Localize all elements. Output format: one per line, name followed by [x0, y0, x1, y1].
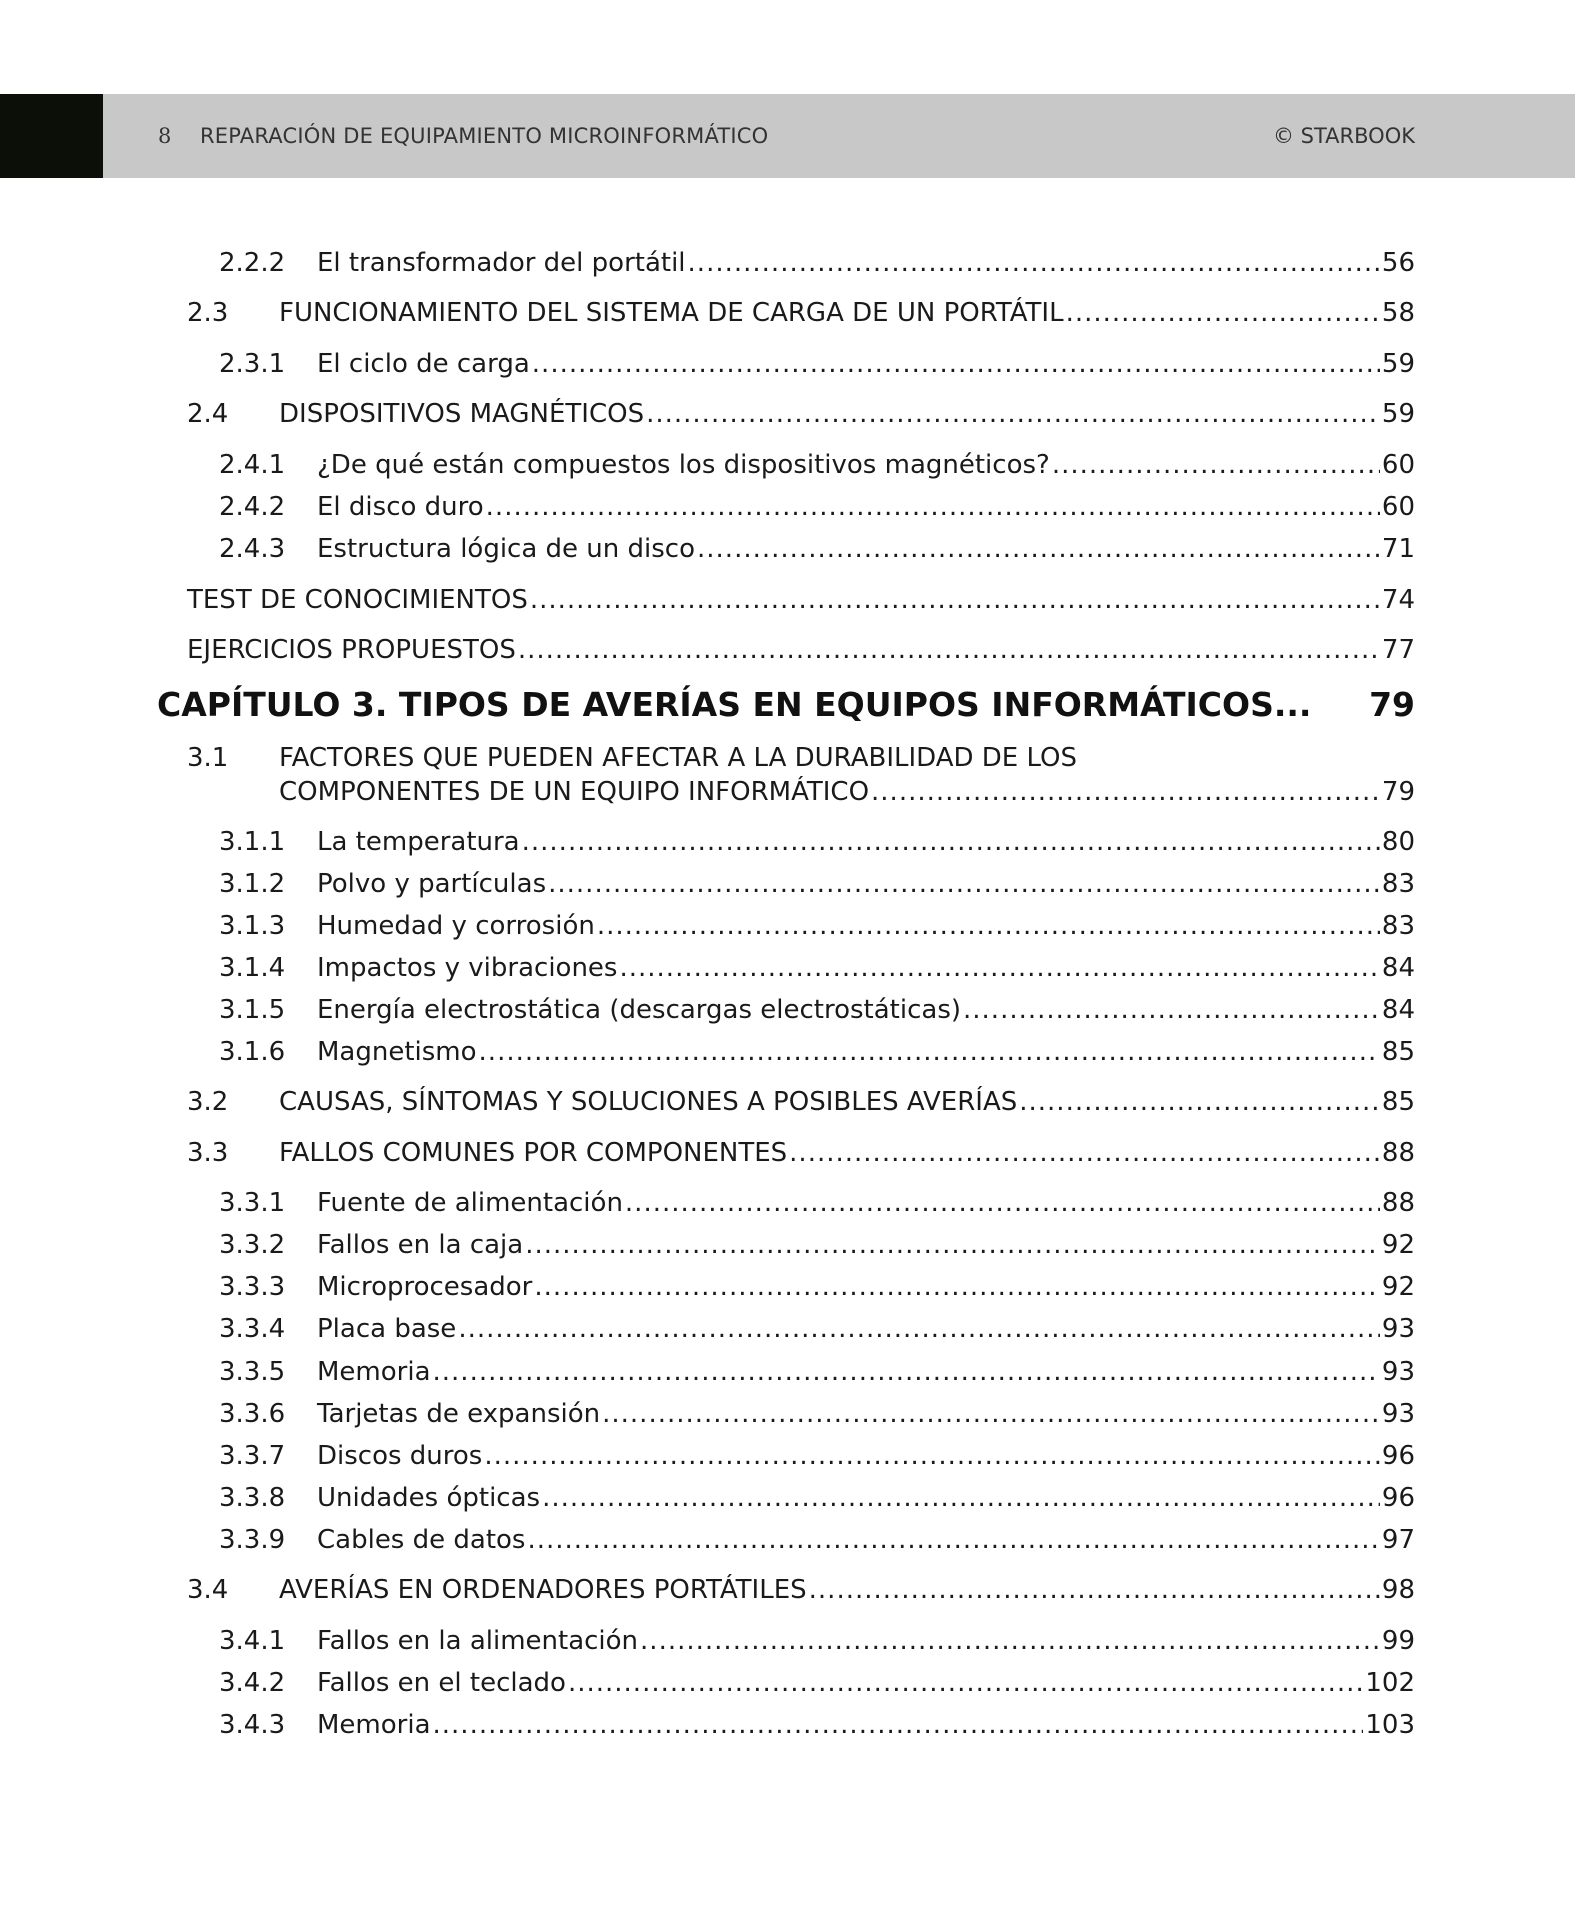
toc-entry	[219, 825, 1415, 859]
toc-entry-page: 92	[1381, 1272, 1415, 1302]
toc-entry	[187, 1136, 1415, 1170]
toc-entry-title: Impactos y vibraciones	[317, 953, 618, 983]
toc-entry-title: Fuente de alimentación	[317, 1188, 623, 1218]
dot-leader	[697, 532, 1380, 566]
toc-entry	[219, 1439, 1415, 1473]
toc-entry	[219, 867, 1415, 901]
header-publisher: © STARBOOK	[1272, 124, 1415, 148]
toc-entry-page: 85	[1381, 1087, 1415, 1117]
toc-entry-number: 3.1	[187, 743, 229, 773]
toc-entry-number: 3.1.5	[219, 995, 286, 1025]
dot-leader	[534, 1270, 1380, 1304]
toc-entry-number: 3.3	[187, 1138, 229, 1168]
toc-entry-title: El disco duro	[317, 492, 484, 522]
toc-entry	[219, 1270, 1415, 1304]
toc-entry-number: 3.1.1	[219, 827, 286, 857]
toc-entry-page: 93	[1381, 1314, 1415, 1344]
toc-entry-title: La temperatura	[317, 827, 520, 857]
toc-entry-page: 99	[1381, 1626, 1415, 1656]
toc-entry-page: 79	[1381, 777, 1415, 807]
header-book-title: REPARACIÓN DE EQUIPAMIENTO MICROINFORMÁTICO	[200, 124, 769, 148]
toc-entry-page: 83	[1381, 869, 1415, 899]
toc-entry	[219, 1035, 1415, 1069]
toc-entry-number: 3.3.3	[219, 1272, 286, 1302]
toc-entry-page: 58	[1381, 298, 1415, 328]
toc-entry-title: TEST DE CONOCIMIENTOS	[187, 585, 528, 615]
toc-entry-title: Magnetismo	[317, 1037, 477, 1067]
toc-entry-title: Estructura lógica de un disco	[317, 534, 696, 564]
dot-leader	[963, 993, 1380, 1027]
toc-entry-number: 2.4.3	[219, 534, 286, 564]
toc-entry-number: 3.2	[187, 1087, 229, 1117]
toc-entry-multiline	[187, 741, 1415, 809]
toc-entry-title-line1: FACTORES QUE PUEDEN AFECTAR A LA DURABILIDAD DE LOS	[279, 743, 1078, 773]
toc-entry	[219, 951, 1415, 985]
dot-leader	[548, 867, 1380, 901]
toc-entry-number: 3.3.1	[219, 1188, 286, 1218]
toc-entry	[187, 633, 1415, 667]
dot-leader	[525, 1228, 1380, 1262]
toc-entry-page: 83	[1381, 911, 1415, 941]
toc-entry-title: AVERÍAS EN ORDENADORES PORTÁTILES	[279, 1575, 807, 1605]
dot-leader	[646, 397, 1380, 431]
toc-entry-title: DISPOSITIVOS MAGNÉTICOS	[279, 399, 645, 429]
dot-leader	[789, 1136, 1380, 1170]
toc-entry-number: 3.4	[187, 1575, 229, 1605]
toc-entry-number: 2.4	[187, 399, 229, 429]
dot-leader	[619, 951, 1379, 985]
toc-entry-page: 71	[1381, 534, 1415, 564]
toc-entry-page: 93	[1381, 1357, 1415, 1387]
dot-leader	[433, 1708, 1364, 1742]
toc-entry-number: 2.4.2	[219, 492, 286, 522]
toc-entry-number: 3.1.4	[219, 953, 286, 983]
toc-entry	[219, 490, 1415, 524]
toc-entry	[187, 397, 1415, 431]
toc-entry-number: 3.1.2	[219, 869, 286, 899]
toc-entry-page: 98	[1381, 1575, 1415, 1605]
dot-leader	[527, 1523, 1379, 1557]
dot-leader	[522, 825, 1380, 859]
toc-entry-page: 80	[1381, 827, 1415, 857]
toc-entry-page: 93	[1381, 1399, 1415, 1429]
header-page-number: 8	[158, 124, 172, 148]
toc-entry-number: 3.3.6	[219, 1399, 286, 1429]
toc-entry	[219, 1523, 1415, 1557]
toc-entry	[187, 296, 1415, 330]
toc-entry	[219, 1312, 1415, 1346]
toc-entry-page: 88	[1381, 1188, 1415, 1218]
toc-entry	[219, 909, 1415, 943]
toc-entry	[219, 1708, 1415, 1742]
dot-leader	[688, 246, 1380, 280]
toc-entry-page: 59	[1381, 399, 1415, 429]
dot-leader	[597, 909, 1380, 943]
toc-entry-page: 96	[1381, 1483, 1415, 1513]
toc-entry-number: 3.3.9	[219, 1525, 286, 1555]
toc-entry-number: 3.4.2	[219, 1668, 286, 1698]
toc-entry-number: 3.3.7	[219, 1441, 286, 1471]
toc-entry-title-line2: COMPONENTES DE UN EQUIPO INFORMÁTICO	[279, 777, 870, 807]
dot-leader	[809, 1573, 1380, 1607]
toc-entry-title: ¿De qué están compuestos los dispositivos magnéticos?	[317, 450, 1050, 480]
dot-leader	[1066, 296, 1380, 330]
toc-entry-page: 56	[1381, 248, 1415, 278]
toc-entry	[219, 1481, 1415, 1515]
toc-entry-title: Humedad y corrosión	[317, 911, 595, 941]
dot-leader	[530, 583, 1380, 617]
toc-entry-page: 60	[1381, 492, 1415, 522]
toc-entry-title: Placa base	[317, 1314, 457, 1344]
toc-entry	[219, 1666, 1415, 1700]
toc-entry-number: 3.4.1	[219, 1626, 286, 1656]
toc-entry-title: Unidades ópticas	[317, 1483, 541, 1513]
toc-entry	[219, 1186, 1415, 1220]
toc-entry-page: 92	[1381, 1230, 1415, 1260]
toc-entry-number: 3.3.2	[219, 1230, 286, 1260]
toc-entry-title: Microprocesador	[317, 1272, 533, 1302]
toc-entry-title: El ciclo de carga	[317, 349, 530, 379]
toc-entry-number: 3.1.6	[219, 1037, 286, 1067]
toc-entry-title: Tarjetas de expansión	[317, 1399, 601, 1429]
toc-entry-page: 103	[1365, 1710, 1415, 1740]
toc-entry-page: 74	[1381, 585, 1415, 615]
dot-leader	[871, 775, 1380, 809]
toc-entry-number: 2.3	[187, 298, 229, 328]
toc-entry-number: 3.3.5	[219, 1357, 286, 1387]
toc-entry-title: Fallos en la alimentación	[317, 1626, 639, 1656]
toc-entry	[219, 246, 1415, 280]
toc-entry-title: Polvo y partículas	[317, 869, 547, 899]
toc-entry-number: 2.2.2	[219, 248, 286, 278]
toc-entry-number: 2.3.1	[219, 349, 286, 379]
chapter-title: CAPÍTULO 3. TIPOS DE AVERÍAS EN EQUIPOS INFORMÁTICOS...	[157, 685, 1312, 724]
toc-entry	[219, 1397, 1415, 1431]
toc-entry	[187, 583, 1415, 617]
dot-leader	[479, 1035, 1380, 1069]
toc-entry-title: Memoria	[317, 1357, 431, 1387]
toc-entry	[219, 993, 1415, 1027]
toc-entry	[219, 1624, 1415, 1658]
dot-leader	[458, 1312, 1380, 1346]
dot-leader	[602, 1397, 1380, 1431]
dot-leader	[542, 1481, 1380, 1515]
dot-leader	[1019, 1085, 1380, 1119]
toc-entry-page: 96	[1381, 1441, 1415, 1471]
dot-leader	[484, 1439, 1380, 1473]
toc-entry	[219, 448, 1415, 482]
toc-entry-title: Fallos en el teclado	[317, 1668, 566, 1698]
chapter-page: 79	[1369, 685, 1415, 724]
toc-entry-number: 3.1.3	[219, 911, 286, 941]
toc-entry-title: CAUSAS, SÍNTOMAS Y SOLUCIONES A POSIBLES AVERÍAS	[279, 1087, 1018, 1117]
chapter-heading	[157, 683, 1415, 727]
toc-entry	[187, 1085, 1415, 1119]
toc-entry-title: FALLOS COMUNES POR COMPONENTES	[279, 1138, 788, 1168]
toc-entry-page: 60	[1381, 450, 1415, 480]
toc-entry-page: 84	[1381, 953, 1415, 983]
toc-entry-number: 3.3.8	[219, 1483, 286, 1513]
toc-entry	[219, 532, 1415, 566]
dot-leader	[1052, 448, 1380, 482]
toc-entry-title: FUNCIONAMIENTO DEL SISTEMA DE CARGA DE UN PORTÁTIL	[279, 298, 1064, 328]
toc-entry-page: 102	[1365, 1668, 1415, 1698]
toc-entry-title: Fallos en la caja	[317, 1230, 524, 1260]
dot-leader	[640, 1624, 1380, 1658]
toc-entry-page: 88	[1381, 1138, 1415, 1168]
toc-entry	[219, 1228, 1415, 1262]
toc-entry-title: Memoria	[317, 1710, 431, 1740]
toc-entry-title: EJERCICIOS PROPUESTOS	[187, 635, 516, 665]
toc-entry-number: 3.4.3	[219, 1710, 286, 1740]
toc-entry-page: 77	[1381, 635, 1415, 665]
toc-entry	[219, 347, 1415, 381]
dot-leader	[486, 490, 1380, 524]
toc-entry-page: 84	[1381, 995, 1415, 1025]
toc-entry-title: Discos duros	[317, 1441, 483, 1471]
toc-entry-number: 2.4.1	[219, 450, 286, 480]
toc-entry-title: Energía electrostática (descargas electrostáticas)	[317, 995, 962, 1025]
dot-leader	[433, 1355, 1380, 1389]
toc-entry	[219, 1355, 1415, 1389]
dot-leader	[532, 347, 1380, 381]
toc-entry-number: 3.3.4	[219, 1314, 286, 1344]
toc-entry-page: 97	[1381, 1525, 1415, 1555]
toc-entry	[187, 1573, 1415, 1607]
dot-leader	[518, 633, 1380, 667]
toc-entry-title: El transformador del portátil	[317, 248, 686, 278]
toc-entry-page: 85	[1381, 1037, 1415, 1067]
dot-leader	[568, 1666, 1363, 1700]
toc-entry-page: 59	[1381, 349, 1415, 379]
dot-leader	[625, 1186, 1380, 1220]
toc-entry-title: Cables de datos	[317, 1525, 526, 1555]
